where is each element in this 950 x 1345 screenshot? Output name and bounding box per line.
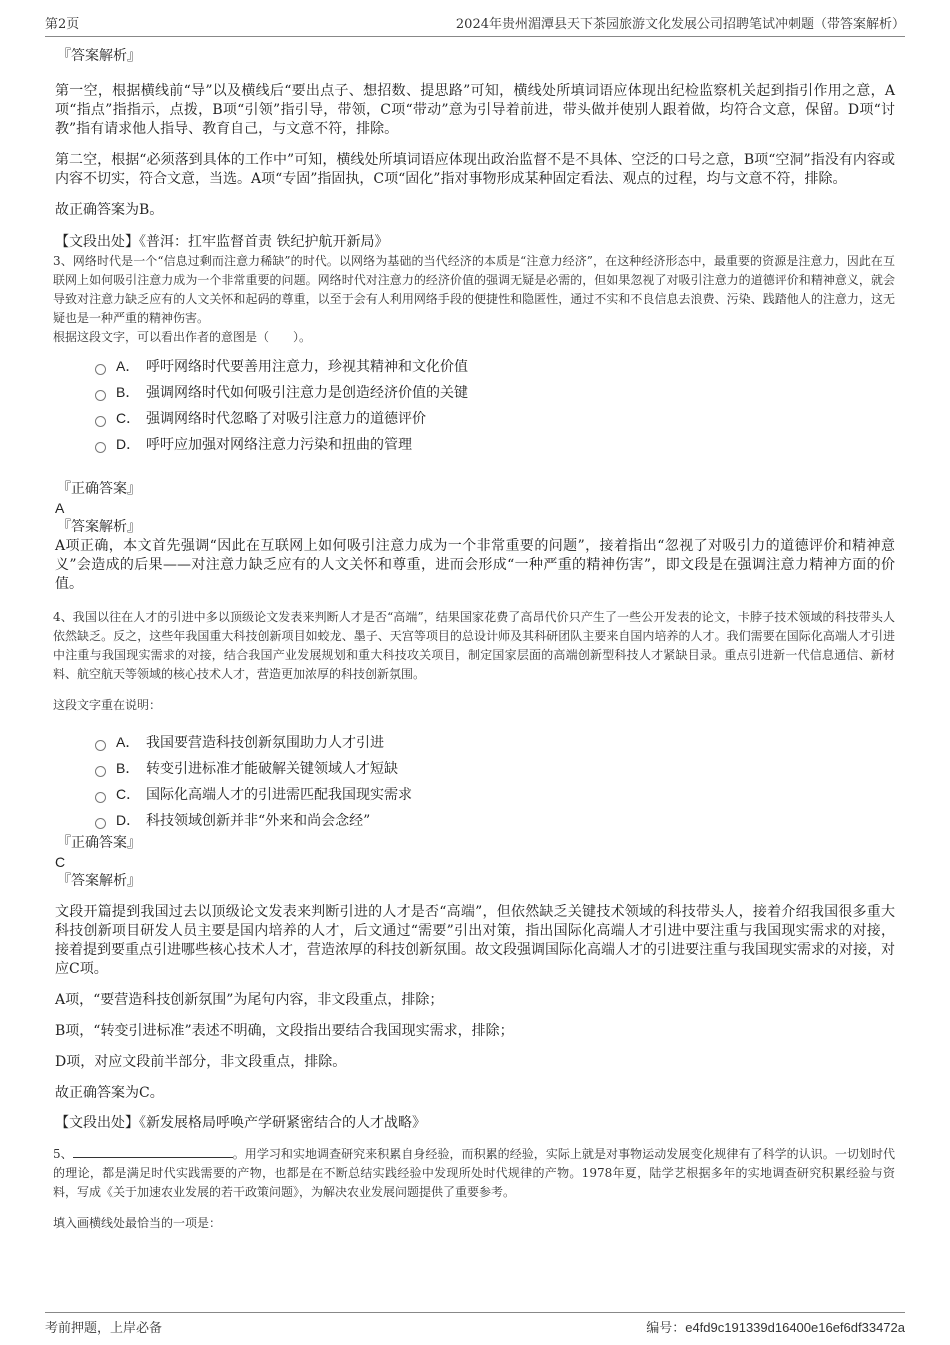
option-a[interactable]: A． 呼吁网络时代要善用注意力，珍视其精神和文化价值 xyxy=(55,353,895,379)
correct-answer-label: 『正确答案』 xyxy=(57,481,141,497)
option-list xyxy=(55,353,895,457)
question-prompt: 填入画横线处最恰当的一项是： xyxy=(53,1216,222,1230)
analysis-paragraph: A项正确，本文首先强调“因此在互联网上如何吸引注意力成为一个非常重要的问题”，接着指出“忽视了对吸引力的道德评价和精神意义”会造成的后果——对注意力缺乏应有的人文关怀和尊重，进而会形成“一种严重的精神伤害”，即文段是在强调注意力精神方面的价值。 xyxy=(55,538,895,592)
radio-icon[interactable] xyxy=(95,792,106,803)
conclusion: 故正确答案为B。 xyxy=(55,202,164,218)
question-stem: 4、我国以往在人才的引进中多以顶级论文发表来判断人才是否“高端”，结果国家花费了高昂代价只产生了一些公开发表的论文，卡脖子技术领域的科技带头人依然缺乏。反之，这些年我国重大科技创新项目如蛟龙、墨子、天宫等项目的总设计师及其科研团队主要来自国内培养的人才。我们需要在国际化高端人才引进中注重与我国现实需求的对接，结合我国产业发展规划和重大科技攻关项目，制定国家层面的高端创新型科技人才紧缺目录。重点引进新一代信息通信、新材料、航空航天等领域的核心技术人才，营造更加浓厚的科技创新氛围。 xyxy=(53,610,895,681)
page-header xyxy=(45,10,905,37)
correct-answer-label: 『正确答案』 xyxy=(57,835,141,851)
radio-icon[interactable] xyxy=(95,390,106,401)
radio-icon[interactable] xyxy=(95,766,106,777)
analysis-label: 『答案解析』 xyxy=(57,48,141,64)
question-prompt: 根据这段文字，可以看出作者的意图是（ ）。 xyxy=(53,330,312,344)
page-number: 第2页 xyxy=(45,17,80,32)
option-b[interactable]: B． 转变引进标准才能破解关键领域人才短缺 xyxy=(55,755,895,781)
analysis-paragraph: 第二空，根据“必须落到具体的工作中”可知，横线处所填词语应体现出政治监督不是不具体、空泛的口号之意，B项“空洞”指没有内容或内容不切实，符合文意，当选。A项“专固”指固执，C项“固化”指对事物形成某种固定看法、观点的过程，均与文意不符，排除。 xyxy=(55,152,895,187)
analysis-paragraph: D项，对应文段前半部分，非文段重点，排除。 xyxy=(55,1054,347,1070)
document-body xyxy=(55,42,895,1233)
analysis-paragraph: 第一空，根据横线前“导”以及横线后“要出点子、想招数、提思路”可知，横线处所填词语应体现出纪检监察机关起到指引作用之意，A项“指点”指指示，点拨，B项“引领”指引导，带领，C项“带动”意为引导着前进，带头做并使别人跟着做，均符合文意，保留。D项“讨教”指有请求他人指导、教育自己，与文意不符，排除。 xyxy=(55,83,895,137)
option-b[interactable]: B． 强调网络时代如何吸引注意力是创造经济价值的关键 xyxy=(55,379,895,405)
option-c[interactable]: C． 国际化高端人才的引进需匹配我国现实需求 xyxy=(55,781,895,807)
correct-answer: C xyxy=(55,854,66,870)
analysis-label: 『答案解析』 xyxy=(57,519,141,535)
source-citation: 【文段出处】《新发展格局呼唤产学研紧密结合的人才战略》 xyxy=(55,1115,426,1131)
analysis-paragraph: 文段开篇提到我国过去以顶级论文发表来判断引进的人才是否“高端”，但依然缺乏关键技术领域的科技带头人，接着介绍我国很多重大科技创新项目研发人员主要是国内培养的人才，后文通过“需要”引出对策，指出国际化高端人才引进中要注重与我国现实需求的对接，接着提到要重点引进哪些核心技术人才，营造浓厚的科技创新氛围。故文段强调国际化高端人才的引进要注重与我国现实需求的对接，对应C项。 xyxy=(55,904,895,977)
fill-blank xyxy=(73,1145,233,1158)
document-code: 编号：e4fd9c191339d16400e16ef6df33472a xyxy=(646,1320,905,1336)
analysis-paragraph: A项，“要营造科技创新氛围”为尾句内容，非文段重点，排除； xyxy=(55,992,444,1008)
source-citation: 【文段出处】《普洱：扛牢监督首责 铁纪护航开新局》 xyxy=(55,234,389,250)
option-list xyxy=(55,729,895,833)
conclusion: 故正确答案为C。 xyxy=(55,1085,164,1101)
option-c[interactable]: C． 强调网络时代忽略了对吸引注意力的道德评价 xyxy=(55,405,895,431)
footer-slogan: 考前押题，上岸必备 xyxy=(45,1321,163,1336)
question-stem: 3、网络时代是一个“信息过剩而注意力稀缺”的时代。以网络为基础的当代经济的本质是“注意力经济”，在这种经济形态中，最重要的资源是注意力，因此在互联网上如何吸引注意力成为一个非常重要的问题。网络时代对注意力的经济价值的强调无疑是必需的，但如果忽视了对吸引注意力的道德评价和精神意义，就会导致对注意力缺乏应有的人文关怀和起码的尊重，以至于会有人利用网络手段的便捷性和隐匿性，通过不实和不良信息去浪费、污染、践踏他人的注意力，这无疑也是一种严重的精神伤害。 xyxy=(53,254,895,325)
radio-icon[interactable] xyxy=(95,364,106,375)
document-title: 2024年贵州湄潭县天下茶园旅游文化发展公司招聘笔试冲刺题（带答案解析） xyxy=(455,17,905,32)
radio-icon[interactable] xyxy=(95,818,106,829)
page-footer xyxy=(45,1312,905,1336)
radio-icon[interactable] xyxy=(95,740,106,751)
radio-icon[interactable] xyxy=(95,442,106,453)
analysis-label: 『答案解析』 xyxy=(57,873,141,889)
analysis-paragraph: B项，“转变引进标准”表述不明确，文段指出要结合我国现实需求，排除； xyxy=(55,1023,514,1039)
option-a[interactable]: A． 我国要营造科技创新氛围助力人才引进 xyxy=(55,729,895,755)
option-d[interactable]: D． 科技领域创新并非“外来和尚会念经” xyxy=(55,807,895,833)
radio-icon[interactable] xyxy=(95,416,106,427)
question-prompt: 这段文字重在说明： xyxy=(53,698,162,712)
question-stem: 5、 。用学习和实地调查研究来积累自身经验，而积累的经验，实际上就是对事物运动发展变化规律有了科学的认识。一切划时代的理论，都是满足时代实践需要的产物，也都是在不断总结实践经验中发现所处时代规律的产物。1978年夏，陆学艺根据多年的实地调查研究积累经验与资料，写成《关于加速农业发展的若干政策问题》，为解决农业发展问题提供了重要参考。 xyxy=(53,1147,895,1199)
correct-answer: A xyxy=(55,500,65,516)
option-d[interactable]: D． 呼吁应加强对网络注意力污染和扭曲的管理 xyxy=(55,431,895,457)
